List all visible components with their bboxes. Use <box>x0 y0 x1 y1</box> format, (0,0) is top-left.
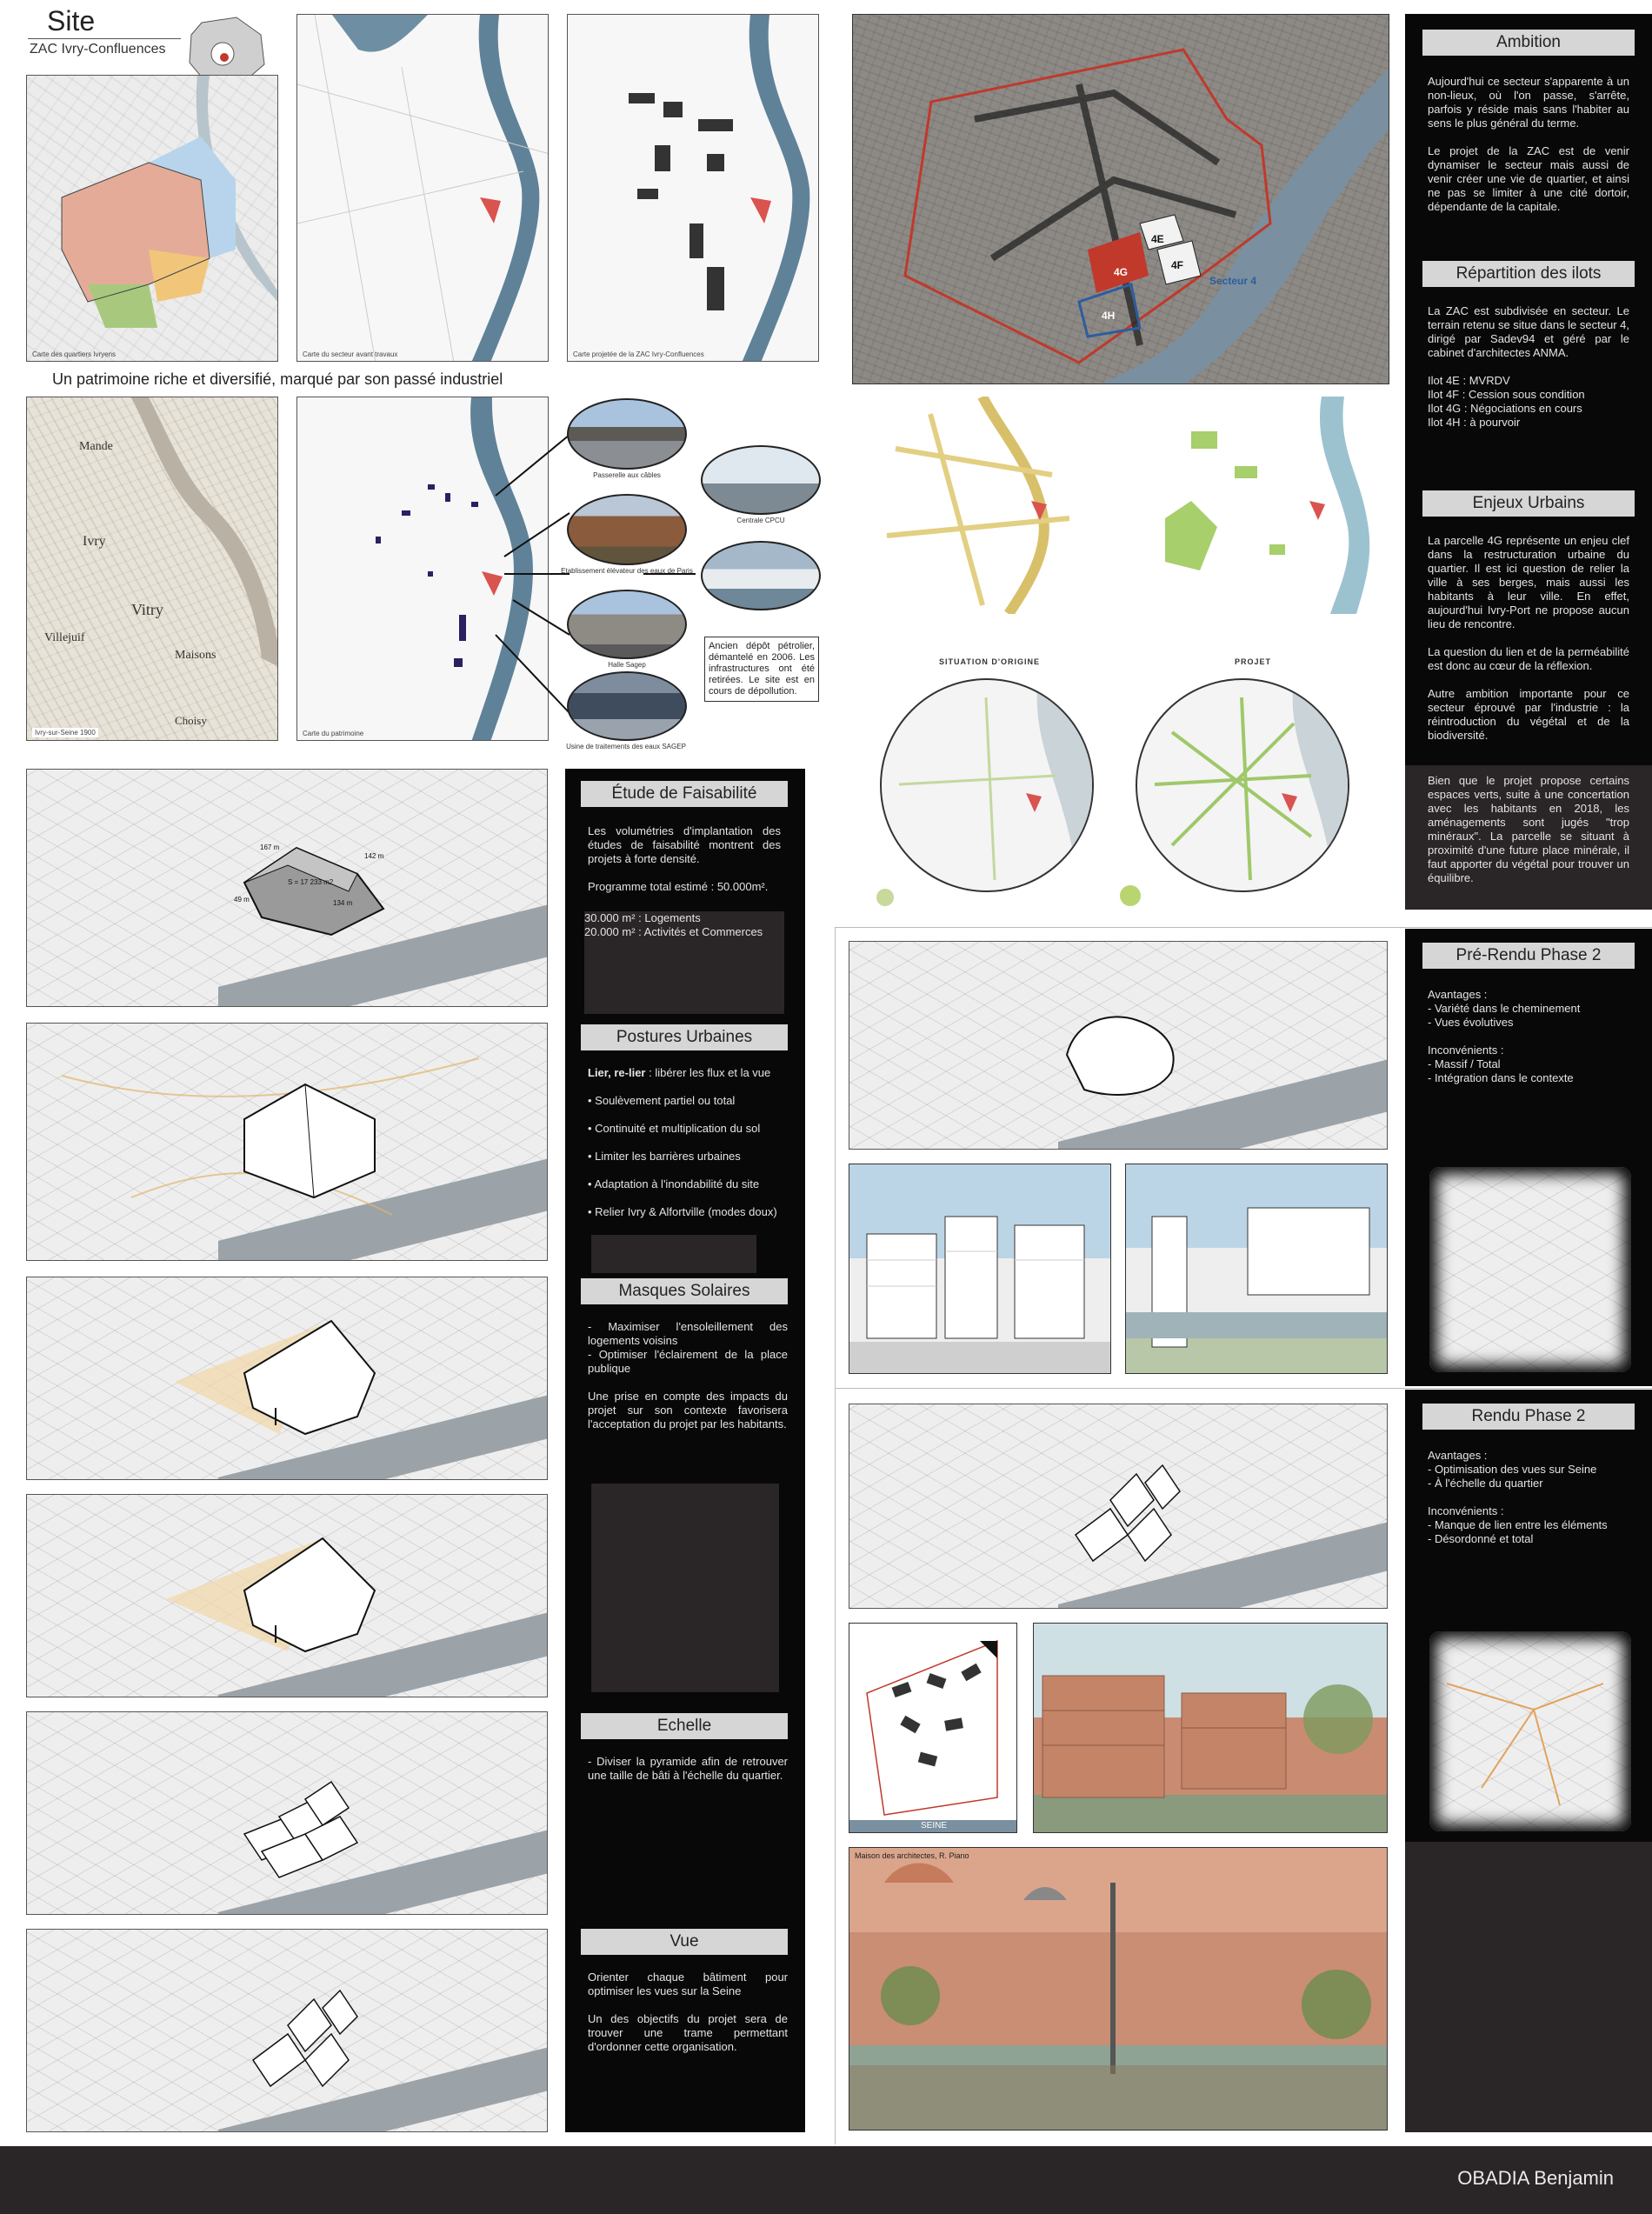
postures-dark-box <box>591 1235 756 1273</box>
author-name: OBADIA Benjamin <box>1457 2167 1614 2189</box>
rendu-av-item: - À l'échelle du quartier <box>1428 1477 1543 1490</box>
enjeux-p1: La parcelle 4G représente un enjeu clef dans la restructuration urbaine du quartier. Il est ici question de relier la ville à ses berges, mais aussi les habitants à leur ville. En effet, aujourd'hui Ivry-Port ne propose aucun lieu de rencontre. <box>1428 534 1629 630</box>
rendu-axo-svg <box>849 1404 1388 1609</box>
green-diagram <box>1139 397 1374 614</box>
postures-lead-bold: Lier, re-lier <box>588 1066 646 1079</box>
vue-p2: Un des objectifs du projet sera de trouver une trame permettant d'ordonner cette organisation. <box>588 2012 788 2053</box>
pre-rendu-inc-item: - Massif / Total <box>1428 1057 1501 1070</box>
site-subtitle: ZAC Ivry-Confluences <box>30 42 166 57</box>
postures-lead <box>588 1066 788 1080</box>
seine-label: SEINE <box>849 1820 1017 1832</box>
masques-title: Masques Solaires <box>581 1278 788 1304</box>
axo-masques-1-svg <box>27 1277 548 1480</box>
svg-text:Maisons: Maisons <box>175 649 216 662</box>
legend-green-2 <box>1120 885 1141 906</box>
masques-dark-box <box>591 1484 779 1692</box>
photo-etablissement <box>567 494 687 565</box>
enjeux-p2: La question du lien et de la perméabilité est donc au cœur de la réflexion. <box>1428 645 1629 672</box>
pre-rendu-perspective-2-svg <box>1126 1164 1388 1374</box>
postures-text <box>588 1066 788 1233</box>
rendu-plan-svg <box>849 1624 1017 1833</box>
site-title: Site <box>47 5 96 37</box>
old-map-1900 <box>26 397 278 741</box>
separator-horizontal-1 <box>835 927 1652 928</box>
vue-text <box>588 1971 788 2068</box>
pre-rendu-perspective-1-svg <box>849 1164 1111 1374</box>
ambition-text <box>1428 75 1629 228</box>
axo-echelle <box>26 1711 548 1915</box>
aerial-label-secteur: Secteur 4 <box>1209 275 1257 287</box>
pre-rendu-avantages: Avantages : <box>1428 988 1488 1001</box>
map-projetee-caption: Carte projetée de la ZAC Ivry-Confluences <box>573 350 704 358</box>
old-map-caption: Ivry-sur-Seine 1900 <box>32 728 98 737</box>
masques-item: - Maximiser l'ensoleillement des logements voisins <box>588 1320 788 1347</box>
depot-note: Ancien dépôt pétrolier, démantelé en 2006. Les infrastructures ont été retirées. Le site est en cours de dépollution. <box>704 637 819 702</box>
rendu-inc-item: - Désordonné et total <box>1428 1532 1534 1545</box>
pre-rendu-perspective-1 <box>849 1164 1111 1374</box>
repartition-item: Ilot 4H : à pourvoir <box>1428 416 1521 429</box>
caption-usine-sagep: Usine de traitements des eaux SAGEP <box>566 743 686 750</box>
axo-postures <box>26 1023 548 1261</box>
pre-rendu-text <box>1428 988 1629 1085</box>
legend-green-1 <box>876 889 894 906</box>
caption-passerelle: Passerelle aux câbles <box>593 471 661 479</box>
map-patrimoine-caption: Carte du patrimoine <box>303 730 364 737</box>
old-map-svg <box>27 397 278 741</box>
masques-item: - Optimiser l'éclairement de la place publique <box>588 1348 788 1375</box>
etude-program-text <box>584 911 784 939</box>
vue-title: Vue <box>581 1929 788 1955</box>
postures-item: • Relier Ivry & Alfortville (modes doux) <box>588 1205 777 1218</box>
aerial-label-4e: 4E <box>1151 233 1164 245</box>
echelle-text: - Diviser la pyramide afin de retrouver une taille de bâti à l'échelle du quartier. <box>588 1755 788 1782</box>
situation-label: SITUATION D'ORIGINE <box>939 657 1040 666</box>
aerial-view <box>852 14 1389 384</box>
dim-134: 134 m <box>333 899 353 907</box>
mobility-diagram <box>878 397 1087 614</box>
postures-item: • Adaptation à l'inondabilité du site <box>588 1177 760 1190</box>
aerial-label-4g: 4G <box>1114 266 1129 278</box>
repartition-p1: La ZAC est subdivisée en secteur. Le terrain retenu se situe dans le secteur 4, dirigé par Sadev94 et géré par le cabinet d'architectes ANMA. <box>1428 304 1629 359</box>
axo-etude-svg <box>27 770 548 1007</box>
repartition-title: Répartition des ilots <box>1422 261 1635 287</box>
aerial-svg <box>853 15 1389 384</box>
axo-vue <box>26 1929 548 2132</box>
etude-text <box>588 824 781 908</box>
rendu-interior-svg <box>849 1848 1388 2131</box>
pre-rendu-av-item: - Vues évolutives <box>1428 1016 1514 1029</box>
etude-p1: Les volumétries d'implantation des études de faisabilité montrent des projets à forte densité. <box>588 824 781 865</box>
enjeux-title: Enjeux Urbains <box>1422 490 1635 517</box>
ambition-p2: Le projet de la ZAC est de venir dynamiser le secteur mais aussi de venir créer une vie de quartier, et ainsi ne pas se limiter à une cité dortoir, dépendante de la capitale. <box>1428 144 1629 213</box>
map-avant-caption: Carte du secteur avant travaux <box>303 350 398 358</box>
photo-usine-sagep <box>567 671 687 741</box>
pre-rendu-inconvenients: Inconvénients : <box>1428 1044 1504 1057</box>
postures-item: • Limiter les barrières urbaines <box>588 1150 741 1163</box>
postures-item: • Continuité et multiplication du sol <box>588 1122 761 1135</box>
dim-49: 49 m <box>234 896 250 904</box>
rendu-perspective <box>1033 1623 1388 1833</box>
rendu-text <box>1428 1449 1629 1546</box>
postures-item: • Soulèvement partiel ou total <box>588 1094 736 1107</box>
aerial-label-4h: 4H <box>1102 310 1116 322</box>
enjeux-text <box>1428 534 1629 750</box>
pre-rendu-av-item: - Variété dans le cheminement <box>1428 1002 1581 1015</box>
projetee-svg <box>568 15 819 362</box>
repartition-text <box>1428 304 1629 430</box>
axo-postures-svg <box>27 1024 548 1261</box>
circle-situation <box>880 678 1094 892</box>
svg-text:Choisy: Choisy <box>175 714 207 727</box>
axo-masques-2-svg <box>27 1495 548 1697</box>
rendu-inc-item: - Manque de lien entre les éléments <box>1428 1518 1608 1531</box>
photo-centrale <box>701 445 821 515</box>
site-title-rule <box>28 38 181 39</box>
svg-text:Villejuif: Villejuif <box>44 631 85 644</box>
axo-vue-svg <box>27 1930 548 2132</box>
pre-rendu-title: Pré-Rendu Phase 2 <box>1422 943 1635 969</box>
rendu-axo <box>849 1404 1388 1609</box>
pre-rendu-axo <box>849 941 1388 1150</box>
photo-passerelle <box>567 398 687 470</box>
footer <box>0 2146 1652 2214</box>
rendu-plan-diagram <box>849 1623 1017 1833</box>
circle-projet-svg <box>1137 680 1349 892</box>
caption-etablissement: Etablissement élévateur des eaux de Paris <box>561 567 693 575</box>
etude-p2: Programme total estimé : 50.000m². <box>588 880 769 893</box>
map-avant-travaux <box>296 14 549 362</box>
axo-masques-1 <box>26 1277 548 1480</box>
dim-142: 142 m <box>364 852 384 860</box>
svg-text:Mande: Mande <box>79 440 113 453</box>
masques-p1: Une prise en compte des impacts du projet sur son contexte favorisera l'acceptation du projet par les habitants. <box>588 1390 788 1430</box>
avant-travaux-svg <box>297 15 549 362</box>
axo-echelle-svg <box>27 1712 548 1915</box>
rendu-column-lower <box>1405 1842 1652 2132</box>
map-quartiers-caption: Carte des quartiers Ivryens <box>32 350 117 358</box>
postures-lead-rest: : libérer les flux et la vue <box>645 1066 771 1079</box>
ambition-title: Ambition <box>1422 30 1635 56</box>
interior-caption: Maison des architectes, R. Piano <box>855 1851 969 1860</box>
rendu-interior <box>849 1847 1388 2131</box>
enjeux-p4: Bien que le projet propose certains espaces verts, suite à une concertation avec les habitants en 2018, les aménagements sont jugés "trop minéraux". La parcelle se situant à proximité d'une future place minérale, il faut apporter du végétal pour trouver un équilibre. <box>1428 774 1629 884</box>
rendu-perspective-svg <box>1034 1624 1388 1833</box>
pre-rendu-plan <box>1429 1167 1631 1372</box>
photo-halle-sagep <box>567 590 687 659</box>
svg-text:Ivry: Ivry <box>83 534 106 549</box>
rendu-plan-paths-svg <box>1429 1631 1631 1831</box>
dim-area: S = 17 233 m2 <box>288 878 334 886</box>
pre-rendu-inc-item: - Intégration dans le contexte <box>1428 1071 1574 1084</box>
vue-p1: Orienter chaque bâtiment pour optimiser les vues sur la Seine <box>588 1971 788 1997</box>
rendu-title: Rendu Phase 2 <box>1422 1404 1635 1430</box>
aerial-label-4f: 4F <box>1171 259 1184 271</box>
postures-title: Postures Urbaines <box>581 1024 788 1050</box>
separator-horizontal-2 <box>835 1388 1652 1389</box>
axo-etude <box>26 769 548 1007</box>
axo-masques-2 <box>26 1494 548 1697</box>
masques-text <box>588 1320 788 1445</box>
map-projetee <box>567 14 819 362</box>
repartition-item: Ilot 4G : Négociations en cours <box>1428 402 1582 415</box>
photo-depot <box>701 541 821 610</box>
separator-vertical <box>835 927 836 2144</box>
pre-rendu-axo-svg <box>849 942 1388 1150</box>
caption-centrale: Centrale CPCU <box>736 517 785 524</box>
caption-halle-sagep: Halle Sagep <box>608 661 646 669</box>
rendu-av-item: - Optimisation des vues sur Seine <box>1428 1463 1597 1476</box>
etude-line2: 20.000 m² : Activités et Commerces <box>584 925 763 938</box>
enjeux-p3: Autre ambition importante pour ce secteur éprouvé par l'industrie : la réintroduction du végétal et de la biodiversité. <box>1428 687 1629 742</box>
circle-situation-svg <box>882 680 1094 892</box>
projet-label: PROJET <box>1235 657 1272 666</box>
pre-rendu-perspective-2 <box>1125 1164 1388 1374</box>
echelle-title: Echelle <box>581 1713 788 1739</box>
quartiers-svg <box>27 76 278 362</box>
rendu-avantages: Avantages : <box>1428 1449 1488 1462</box>
rendu-inconvenients: Inconvénients : <box>1428 1504 1504 1517</box>
repartition-item: Ilot 4E : MVRDV <box>1428 374 1510 387</box>
svg-text:Vitry: Vitry <box>131 601 163 618</box>
map-quartiers <box>26 75 278 362</box>
etude-line1: 30.000 m² : Logements <box>584 911 701 924</box>
dim-167: 167 m <box>260 844 280 851</box>
rendu-plan <box>1429 1631 1631 1831</box>
patrimoine-heading: Un patrimoine riche et diversifié, marqué par son passé industriel <box>52 370 503 388</box>
ambition-p1: Aujourd'hui ce secteur s'apparente à un non-lieux, où l'on passe, s'arrête, parfois y réside mais sans l'habiter au sens le plus général du terme. <box>1428 75 1629 130</box>
etude-title: Étude de Faisabilité <box>581 781 788 807</box>
circle-projet <box>1136 678 1349 892</box>
repartition-item: Ilot 4F : Cession sous condition <box>1428 388 1585 401</box>
